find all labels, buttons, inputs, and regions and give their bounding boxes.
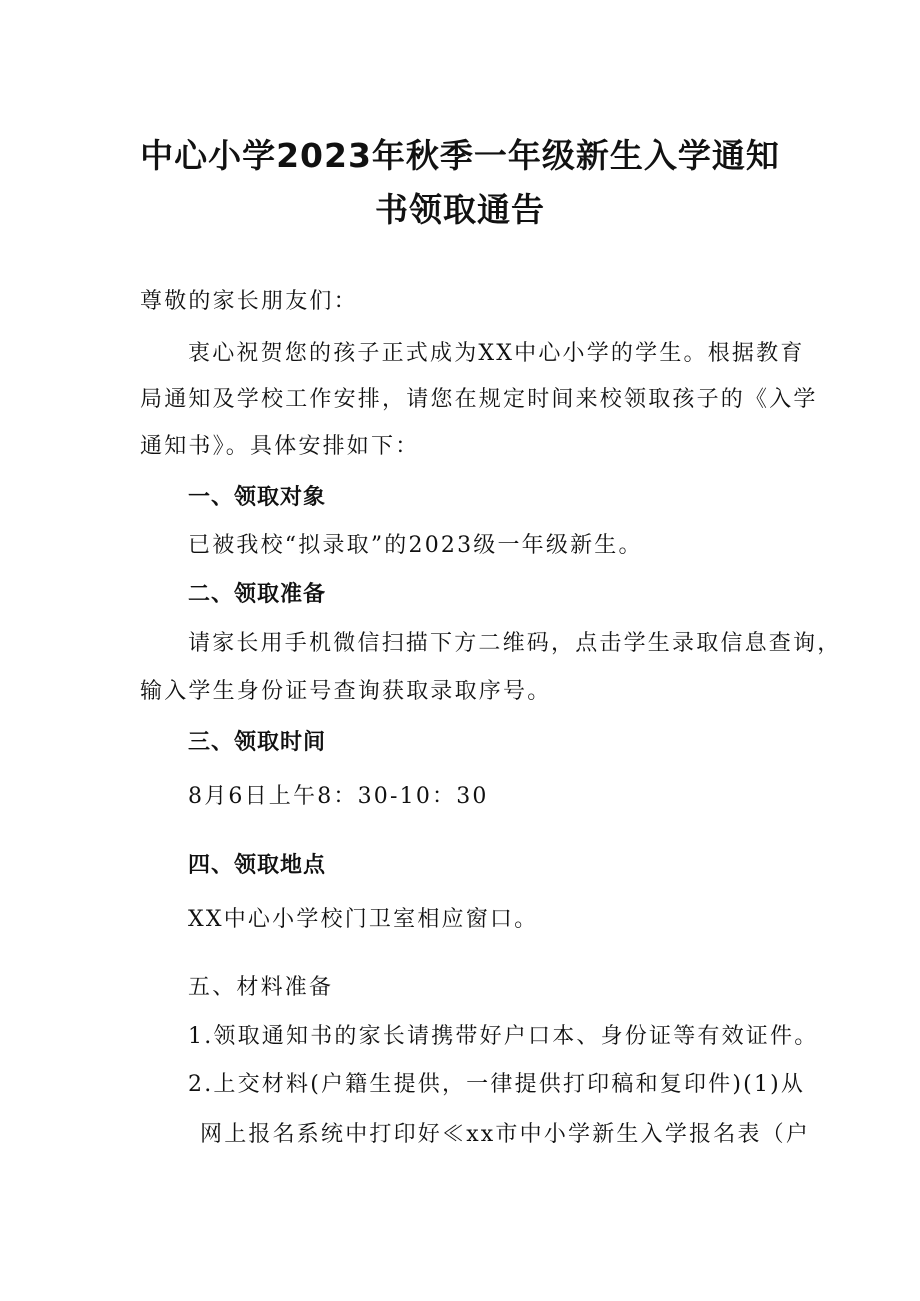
document-title-line-2: 书领取通告	[375, 190, 545, 229]
intro-paragraph-line-2: 局通知及学校工作安排，请您在规定时间来校领取孩子的《入学	[140, 387, 818, 412]
materials-item-1: 1.领取通知书的家长请携带好户口本、身份证等有效证件。	[188, 1024, 819, 1049]
section-body-time: 8月6日上午8：30-10：30	[188, 784, 489, 809]
document-title-line-1: 中心小学2023年秋季一年级新生入学通知	[140, 136, 780, 175]
salutation: 尊敬的家长朋友们：	[140, 289, 358, 314]
section-heading-recipients: 一、领取对象	[188, 485, 327, 510]
section-heading-preparation: 二、领取准备	[188, 582, 327, 607]
intro-paragraph-line-1: 衷心祝贺您的孩子正式成为XX中心小学的学生。根据教育	[188, 341, 805, 366]
section-heading-time: 三、领取时间	[188, 730, 327, 755]
section-body-preparation-line-1: 请家长用手机微信扫描下方二维码，点击学生录取信息查询，	[188, 631, 842, 656]
intro-paragraph-line-3: 通知书》。具体安排如下：	[140, 434, 420, 459]
materials-item-2-line-2: 网上报名系统中打印好≪xx市中小学新生入学报名表（户	[200, 1122, 811, 1147]
materials-item-2-line-1: 2.上交材料(户籍生提供，一律提供打印稿和复印件)(1)从	[188, 1072, 806, 1097]
section-body-preparation-line-2: 输入学生身份证号查询获取录取序号。	[140, 679, 552, 704]
section-body-recipients: 已被我校“拟录取”的2023级一年级新生。	[188, 533, 643, 558]
section-heading-location: 四、领取地点	[188, 853, 327, 878]
section-heading-materials: 五、材料准备	[188, 975, 334, 1000]
section-body-location: XX中心小学校门卫室相应窗口。	[188, 907, 539, 932]
